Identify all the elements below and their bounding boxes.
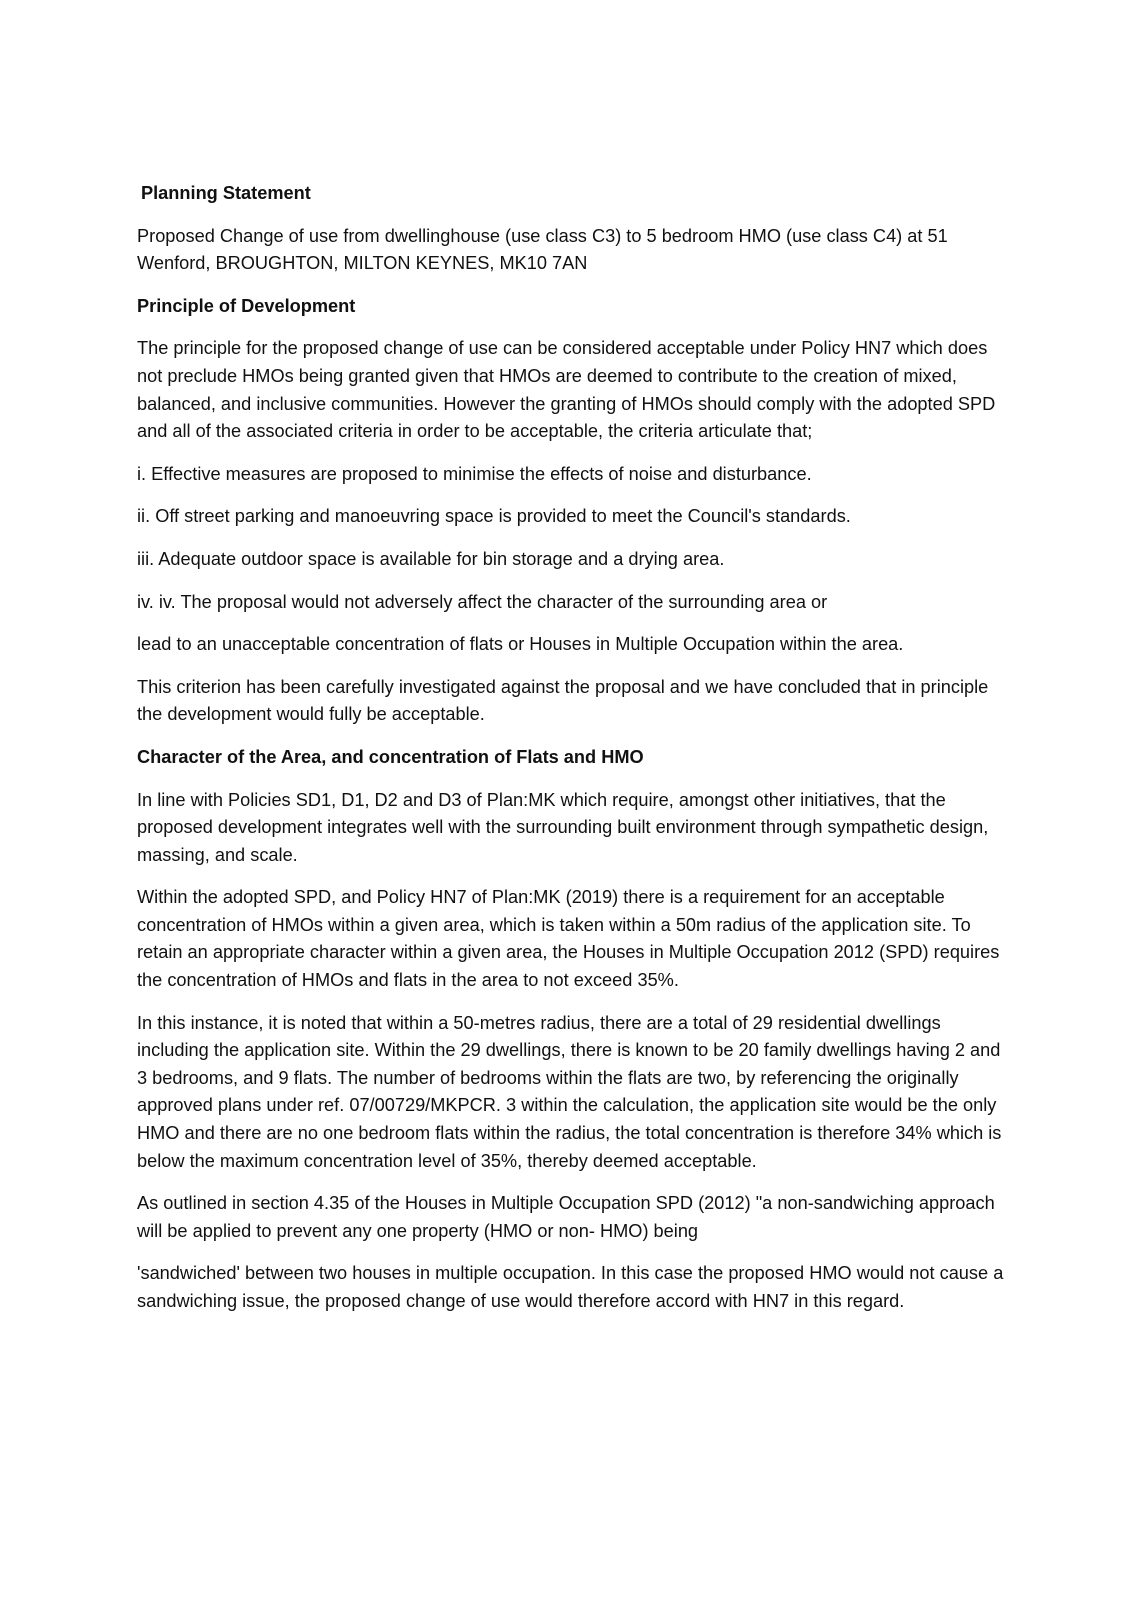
principle-paragraph-2: This criterion has been carefully investigated against the proposal and we have concluded that in principle the development would fully be acceptable. <box>137 676 989 725</box>
criterion-iv: iv. iv. The proposal would not adversely affect the character of the surrounding area or <box>137 591 828 612</box>
principle-paragraph-1: The principle for the proposed change of use can be considered acceptable under Policy HN7 which does not preclude HMOs being granted given that HMOs are deemed to contribute to the creation of mixed, balanced, and inclusive communities. However the granting of HMOs should comply with the adopted SPD and all of the associated criteria in order to be acceptable, the criteria articulate that; <box>137 338 996 442</box>
character-paragraph-4: As outlined in section 4.35 of the Houses in Multiple Occupation SPD (2012) "a non-sandwiching approach will be applied to prevent any one property (HMO or non- HMO) being <box>137 1193 995 1241</box>
character-paragraph-5: 'sandwiched' between two houses in multiple occupation. In this case the proposed HMO would not cause a sandwiching issue, the proposed change of use would therefore accord with HN7 in this regard. <box>137 1263 1004 1311</box>
section-heading-principle: Principle of Development <box>137 295 356 316</box>
document-title: Planning Statement <box>141 183 311 203</box>
section-heading-character: Character of the Area, and concentration of Flats and HMO <box>137 746 644 767</box>
character-paragraph-1: In line with Policies SD1, D1, D2 and D3 of Plan:MK which require, amongst other initiatives, that the proposed development integrates well with the surrounding built environment through sympathetic design, massing, and scale. <box>137 789 989 865</box>
criterion-ii: ii. Off street parking and manoeuvring space is provided to meet the Council's standards. <box>137 506 851 527</box>
document-page <box>137 180 1005 1331</box>
character-paragraph-3: In this instance, it is noted that within a 50-metres radius, there are a total of 29 residential dwellings including the application site. Within the 29 dwellings, there is known to be 20 family dwellings having 2 and 3 bedrooms, and 9 flats. The number of bedrooms within the flats are two, by referencing the originally approved plans under ref. 07/00729/MKPCR. 3 within the calculation, the application site would be the only HMO and there are no one bedroom flats within the radius, the total concentration is therefore 34% which is below the maximum concentration level of 35%, thereby deemed acceptable. <box>137 1012 1002 1171</box>
criterion-i: i. Effective measures are proposed to minimise the effects of noise and disturbance. <box>137 463 812 484</box>
intro-paragraph: Proposed Change of use from dwellinghouse (use class C3) to 5 bedroom HMO (use class C4) at 51 Wenford, BROUGHTON, MILTON KEYNES, MK10 7AN <box>137 225 948 274</box>
criterion-iii: iii. Adequate outdoor space is available for bin storage and a drying area. <box>137 548 725 569</box>
criterion-iv-continued: lead to an unacceptable concentration of flats or Houses in Multiple Occupation within the area. <box>137 634 904 655</box>
character-paragraph-2: Within the adopted SPD, and Policy HN7 of Plan:MK (2019) there is a requirement for an acceptable concentration of HMOs within a given area, which is taken within a 50m radius of the application site. To retain an appropriate character within a given area, the Houses in Multiple Occupation 2012 (SPD) requires the concentration of HMOs and flats in the area to not exceed 35%. <box>137 887 1000 991</box>
